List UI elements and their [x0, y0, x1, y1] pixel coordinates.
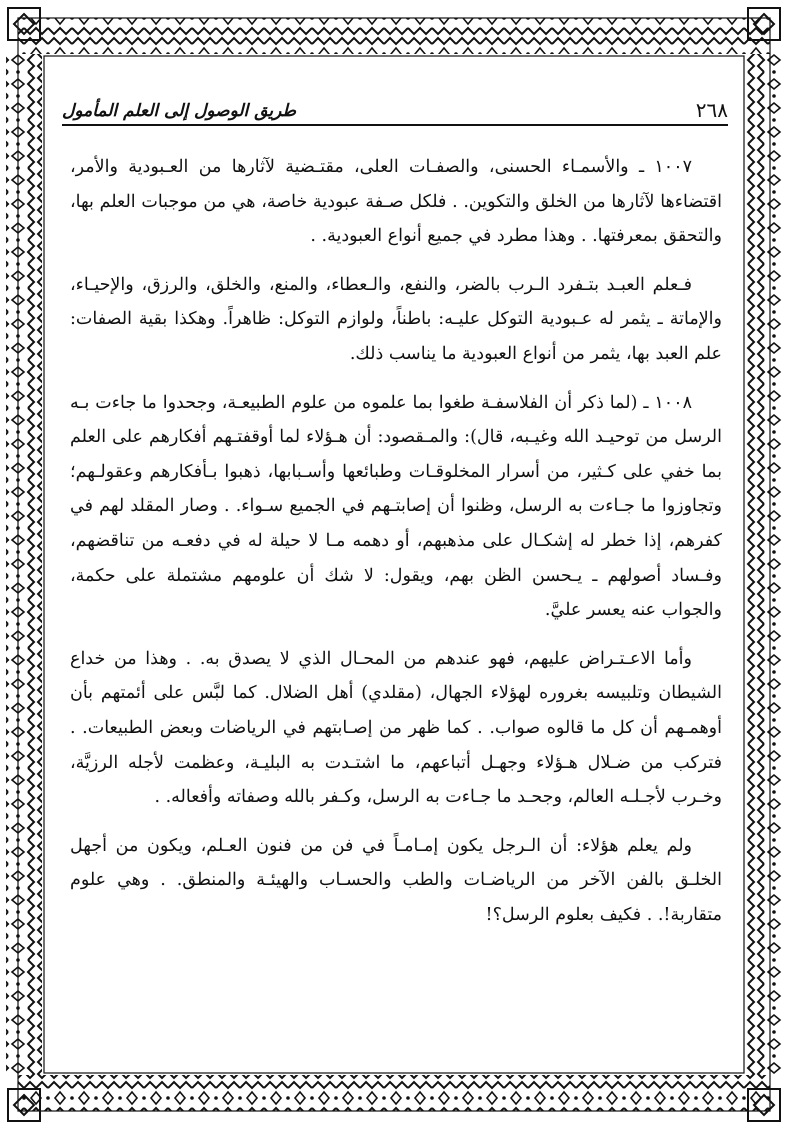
running-title: طريق الوصول إلى العلم المأمول — [62, 101, 297, 121]
paragraph-1007: ١٠٠٧ ـ والأسمـاء الحسنى، والصفـات العلى، مقتـضية لآثارها من العـبودية والأمر، اقتضاءها لآثارها من الخلق والتكوين. . فلكل صـفة عبودية خاصة، هي من موجبات العلم بها، والتحقق بمعرفتها. . وهذا مطرد في جميع أنواع العبودية. . — [70, 157, 722, 247]
page-header — [62, 90, 728, 126]
paragraph: فـعلم العبـد بتـفرد الـرب بالضر، والنفع، والـعطاء، والمنع، والخلق، والرزق، والإحيـاء، والإماتة ـ يثمر له عـبودية التوكل عليـه: باطناً، ولوازم التوكل: ظاهراً. وهكذا بقية الصفات: علم العبد بها، يثمر من أنواع العبودية ما يناسب ذلك. — [70, 274, 722, 364]
page-body — [70, 150, 722, 946]
paragraph: وأما الاعـتـراض عليهم، فهو عندهم من المحـال الذي لا يصدق به. . وهذا من خداع الشيطان وتلبيسه بغروره لهؤلاء الجهال، (مقلدي) أهل الضلال. كما لبَّس على أئمتهم بأن أوهمـهم أن كل ما قالوه صواب. . كما ظهر من إصـابتهم في الرياضات وبعض الطبيعات. . فتركب من ضـلال هـؤلاء وجهـل أتباعهم، ما اشتـدت به البليـة، وعظمت لأجله الرزيَّة، وخـرب لأجـلـه العالم، وجحـد ما جـاءت به الرسل، وكـفر بالله وصفاته وأفعاله. . — [70, 648, 722, 808]
paragraph: ولم يعلم هؤلاء: أن الـرجل يكون إمـامـاً في فن من فنون العـلم، ويكون من أجهل الخلـق بالفن الآخر من الرياضـات والطب والحسـاب والهيئـة والمنطق. . وهي علوم متقاربة!. . فكيف بعلوم الرسل؟! — [70, 835, 722, 925]
page-number: ٢٦٨ — [695, 98, 728, 122]
paragraph-1008: ١٠٠٨ ـ (لما ذكر أن الفلاسفـة طغوا بما علموه من علوم الطبيعـة، وجحدوا ما جاءت بـه الرسل من توحيـد الله وغيـبه، قال): والمـقصود: أن هـؤلاء لما أوقفتـهم أفكارهم على العلم بما خفي على كـثير، من أسرار المخلوقـات وطبائعها وأسـبابها، ذهبوا بـأفكارهم وعقولـهم؛ وتجاوزوا ما جـاءت به الرسل، وظنوا أن إصابتـهم في الجميع سـواء. . وصار المقلد لهم في كفرهم، إذا خطر له إشكـال على مذهبهم، أو دهمه مـا لا حيلة له في دفعـه من تناقضهم، وفـساد أصولهم ـ يـحسن الظن بهم، ويقول: لا شك أن علومهم مشتملة على حكمة، والجواب عنه يعسر عليَّ. — [70, 392, 722, 621]
